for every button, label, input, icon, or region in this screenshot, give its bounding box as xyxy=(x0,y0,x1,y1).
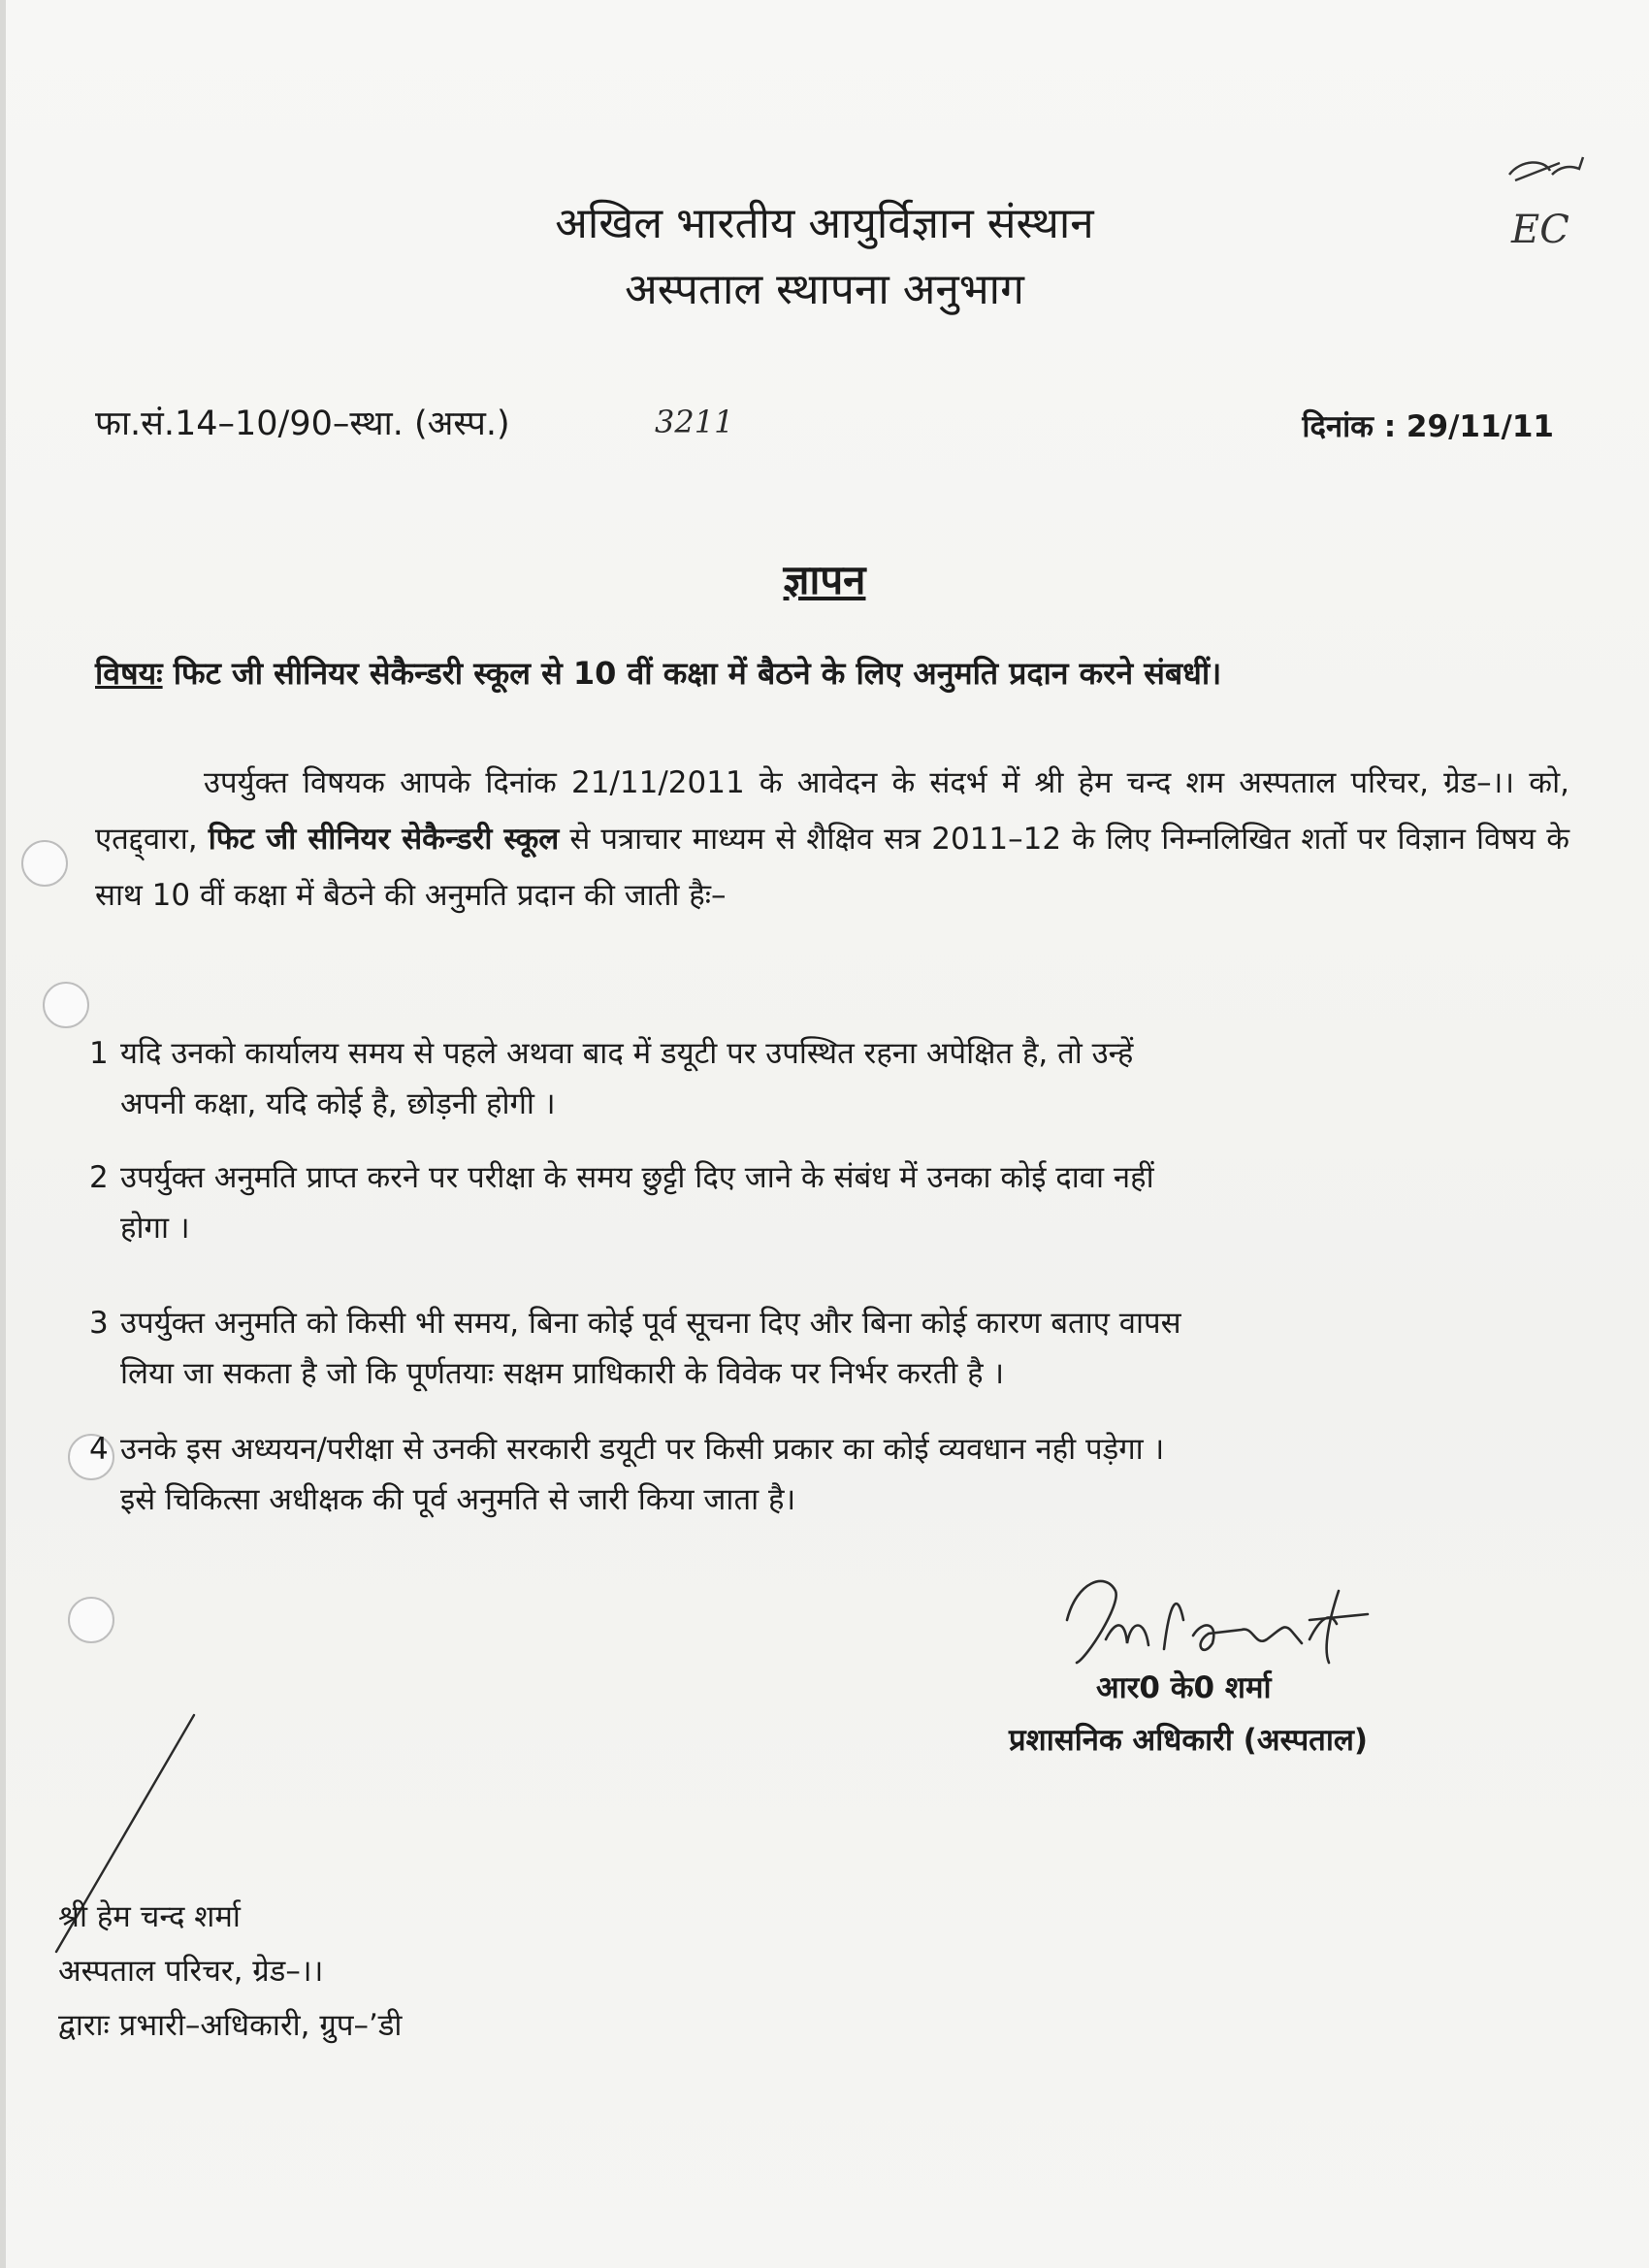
condition-number: 4 xyxy=(89,1432,109,1467)
scan-edge xyxy=(0,0,6,2268)
subject-label: विषयः xyxy=(95,655,163,692)
signatory-title: प्रशासनिक अधिकारी (अस्पताल) xyxy=(1009,1723,1369,1758)
school-name: फिट जी सीनियर सेकैन्डरी स्कूल xyxy=(208,822,560,857)
condition-number: 1 xyxy=(89,1036,109,1071)
condition-text: उपर्युक्त अनुमति प्राप्त करने पर परीक्षा के समय छुट्टी दिए जाने के संबंध में उनका कोई दावा नहीं xyxy=(120,1160,1154,1195)
signatory-name: आर0 के0 शर्मा xyxy=(1096,1670,1272,1705)
corner-note-text: EC xyxy=(1511,208,1569,252)
condition-text: उपर्युक्त अनुमति को किसी भी समय, बिना कोई पूर्व सूचना दिए और बिना कोई कारण बताए वापस xyxy=(120,1306,1181,1341)
condition-text-cont: अपनी कक्षा, यदि कोई है, छोड़नी होगी । xyxy=(120,1086,556,1121)
punch-hole xyxy=(21,840,68,887)
punch-hole xyxy=(43,982,89,1028)
addressee-name: श्री हेम चन्द शर्मा xyxy=(58,1899,241,1934)
section-name: अस्पताल स्थापना अनुभाग xyxy=(625,265,1024,314)
file-number: फा.सं.14–10/90–स्था. (अस्प.) xyxy=(95,405,510,443)
punch-hole xyxy=(68,1597,114,1643)
condition-text: यदि उनको कार्यालय समय से पहले अथवा बाद में डयूटी पर उपस्थित रहना अपेक्षित है, तो उन्हें xyxy=(120,1036,1134,1071)
condition-number: 2 xyxy=(89,1160,109,1195)
condition-text-cont: होगा । xyxy=(120,1211,190,1246)
addressee-designation: अस्पताल परिचर, ग्रेड–।। xyxy=(58,1954,324,1989)
condition-number: 3 xyxy=(89,1306,109,1341)
condition-text-cont: लिया जा सकता है जो कि पूर्णतयाः सक्षम प्राधिकारी के विवेक पर निर्भर करती है । xyxy=(120,1356,1005,1391)
condition-item xyxy=(89,1298,1564,1399)
body-paragraph xyxy=(95,755,1569,923)
subject-line xyxy=(95,652,1589,694)
memo-title: ज्ञापन xyxy=(783,556,866,603)
body-part1: उपर्युक्त विषयक आपके दिनांक 21/11/2011 के आवेदन के संदर्भ में श्री हेम चन्द शम अस्पताल परिचर, ग्रेड–।। को, एतद्द्वारा, xyxy=(95,765,1569,857)
condition-item xyxy=(89,1028,1564,1129)
condition-text: उनके इस अध्ययन/परीक्षा से उनकी सरकारी डयूटी पर किसी प्रकार का कोई व्यवधान नही पड़ेगा । xyxy=(120,1432,1165,1467)
institute-name: अखिल भारतीय आयुर्विज्ञान संस्थान xyxy=(555,199,1094,248)
subject-text: फिट जी सीनियर सेकैन्डरी स्कूल से 10 वीं कक्षा में बैठने के लिए अनुमति प्रदान करने संबधीं। xyxy=(173,655,1222,692)
body-part2: से पत्राचार माध्यम से शैक्षिव सत्र 2011–12 के लिए निम्नलिखित शर्तो पर विज्ञान विषय के साथ 10 वीं कक्षा में बैठने की अनुमति प्रदान की जाती हैः– xyxy=(95,822,1570,913)
handwritten-signature xyxy=(1048,1562,1377,1678)
memo-date: दिनांक : 29/11/11 xyxy=(1302,409,1554,444)
handwritten-number: 3211 xyxy=(655,404,734,440)
addressee-block xyxy=(58,1890,402,2053)
condition-item xyxy=(89,1152,1564,1253)
condition-text-cont: इसे चिकित्सा अधीक्षक की पूर्व अनुमति से जारी किया जाता है। xyxy=(120,1482,796,1517)
condition-item xyxy=(89,1424,1564,1525)
addressee-via: द्वाराः प्रभारी–अधिकारी, ग्रुप–’डी xyxy=(58,2008,403,2043)
